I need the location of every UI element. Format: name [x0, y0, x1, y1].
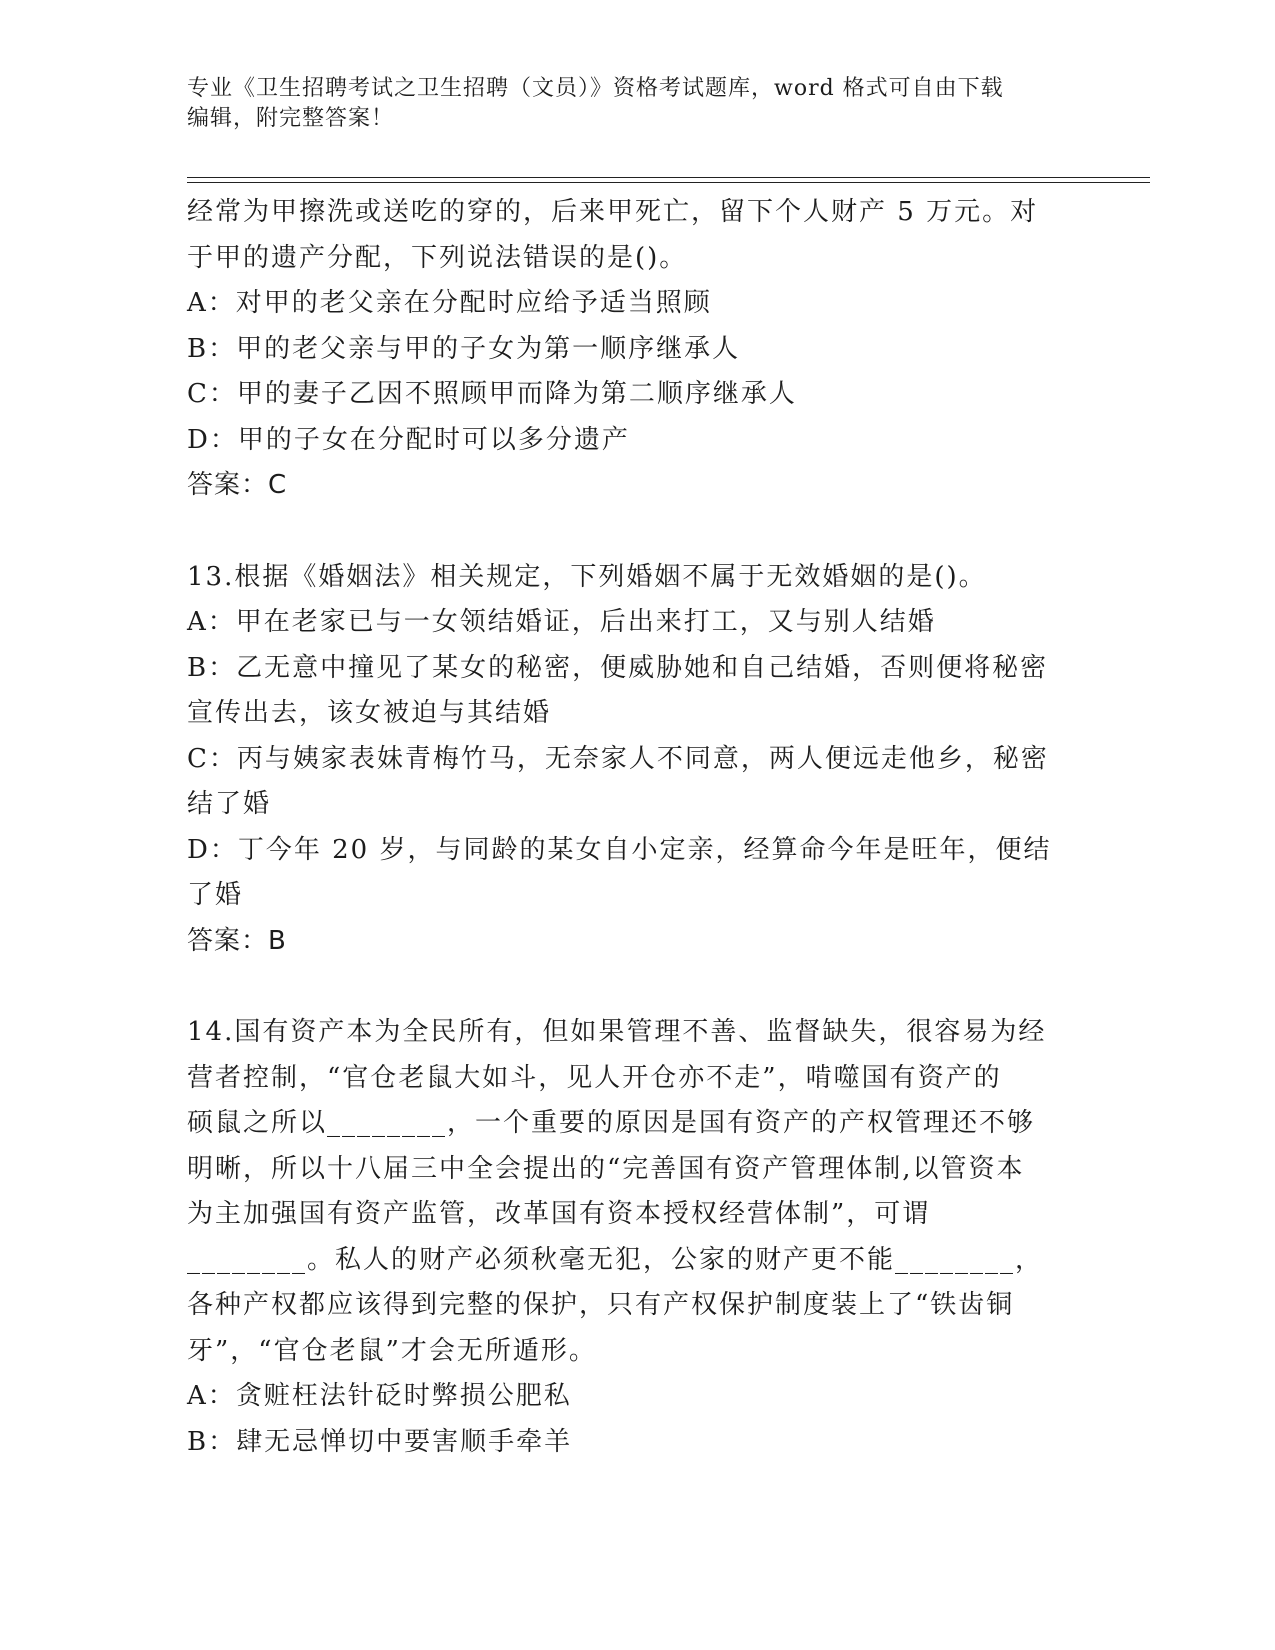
question-stem-line: ________。私人的财产必须秋毫无犯，公家的财产更不能________， [187, 1244, 1044, 1275]
question-stem-line: 明晰，所以十八届三中全会提出的“完善国有资产管理体制,以管资本 [187, 1153, 1025, 1184]
header-line-2: 编辑，附完整答案！ [187, 106, 395, 131]
header-rule-top [187, 177, 1150, 178]
option-d: D：甲的子女在分配时可以多分遗产 [187, 424, 630, 455]
header-rule-bottom [187, 182, 1150, 183]
spacer [187, 509, 1087, 555]
question-stem-line: 为主加强国有资产监管，改革国有资本授权经营体制”，可谓 [187, 1199, 931, 1229]
answer: 答案：B [187, 925, 287, 956]
question-stem-line: 各种产权都应该得到完整的保护，只有产权保护制度装上了“铁齿铜 [187, 1290, 1015, 1320]
question-stem-line: 营者控制，“官仓老鼠大如斗，见人开仓亦不走”，啃噬国有资产的 [187, 1062, 1002, 1093]
question-stem: 13.根据《婚姻法》相关规定，下列婚姻不属于无效婚姻的是()。 [187, 561, 987, 592]
option-b: B：甲的老父亲与甲的子女为第一顺序继承人 [187, 333, 741, 364]
document-header [187, 74, 1067, 134]
question-stem-line: 牙”，“官仓老鼠”才会无所遁形。 [187, 1335, 597, 1366]
question-stem-line: 于甲的遗产分配，下列说法错误的是()。 [187, 242, 688, 273]
option-b: B：肆无忌惮切中要害顺手牵羊 [187, 1426, 573, 1457]
question-stem-line: 经常为甲擦洗或送吃的穿的，后来甲死亡，留下个人财产 5 万元。对 [187, 197, 1039, 227]
option-c-line: C：丙与姨家表妹青梅竹马，无奈家人不同意，两人便远走他乡，秘密 [187, 743, 1049, 774]
question-stem-line: 14.国有资产本为全民所有，但如果管理不善、监督缺失，很容易为经 [187, 1017, 1047, 1047]
question-13 [187, 555, 1087, 965]
option-a: A：贪赃枉法针砭时弊损公肥私 [187, 1381, 572, 1411]
question-14 [187, 1010, 1087, 1465]
question-stem-line: 硕鼠之所以________，一个重要的原因是国有资产的产权管理还不够 [187, 1108, 1036, 1138]
answer: 答案：C [187, 470, 288, 500]
option-b-line: B：乙无意中撞见了某女的秘密，便威胁她和自己结婚，否则便将秘密 [187, 652, 1049, 683]
option-a: A：对甲的老父亲在分配时应给予适当照顾 [187, 288, 712, 318]
option-d-line: D：丁今年 20 岁，与同龄的某女自小定亲，经算命今年是旺年，便结 [187, 834, 1052, 865]
option-b-line: 宣传出去，该女被迫与其结婚 [187, 698, 552, 728]
option-c: C：甲的妻子乙因不照顾甲而降为第二顺序继承人 [187, 379, 797, 409]
spacer [187, 964, 1087, 1010]
header-line-1: 专业《卫生招聘考试之卫生招聘（文员）》资格考试题库，word 格式可自由下载 [187, 76, 1004, 101]
option-d-line: 了婚 [187, 880, 244, 910]
option-c-line: 结了婚 [187, 789, 272, 819]
question-content [187, 190, 1087, 1465]
question-12 [187, 190, 1087, 509]
option-a: A：甲在老家已与一女领结婚证，后出来打工，又与别人结婚 [187, 607, 936, 637]
